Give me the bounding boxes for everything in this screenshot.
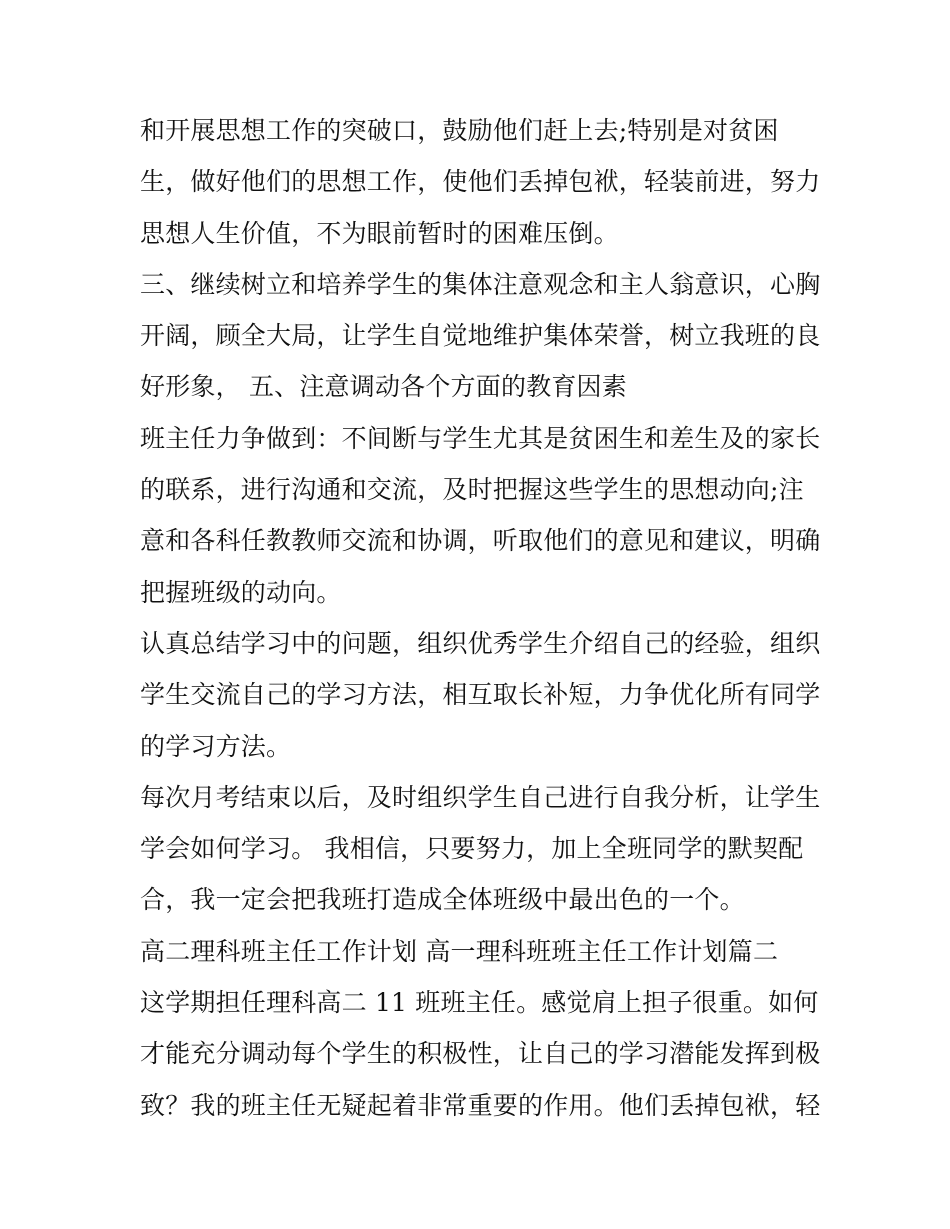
text-line: 把握班级的动向。: [140, 577, 342, 607]
text-line: 学生交流自己的学习方法，相互取长补短，力争优化所有同学: [140, 680, 821, 710]
text-line: 思想人生价值，不为眼前暂时的困难压倒。: [140, 218, 619, 248]
text-line: 每次月考结束以后，及时组织学生自己进行自我分析，让学生: [140, 782, 821, 812]
text-line: 的学习方法。: [140, 731, 292, 761]
text-line: 三、继续树立和培养学生的集体注意观念和主人翁意识，心胸: [140, 269, 821, 299]
text-line: 认真总结学习中的问题，组织优秀学生介绍自己的经验，组织: [140, 628, 821, 658]
text-line: 意和各科任教教师交流和协调，听取他们的意见和建议，明确: [140, 526, 821, 556]
text-line: 开阔，顾全大局，让学生自觉地维护集体荣誉，树立我班的良: [140, 321, 821, 351]
text-line: 才能充分调动每个学生的积极性，让自己的学习潜能发挥到极: [140, 1039, 821, 1069]
text-line: 生，做好他们的思想工作，使他们丢掉包袱，轻装前进，努力: [140, 167, 821, 197]
text-line: 好形象， 五、注意调动各个方面的教育因素: [140, 372, 627, 402]
text-line: 的联系，进行沟通和交流，及时把握这些学生的思想动向;注: [140, 475, 804, 505]
text-line: 合，我一定会把我班打造成全体班级中最出色的一个。: [140, 885, 745, 915]
body-text: [140, 108, 820, 1134]
text-line: 致？我的班主任无疑起着非常重要的作用。他们丢掉包袱，轻: [140, 1090, 821, 1120]
text-line: 和开展思想工作的突破口，鼓励他们赶上去;特别是对贫困: [140, 116, 779, 145]
text-line: 班主任力争做到：不间断与学生尤其是贫困生和差生及的家长: [140, 423, 821, 453]
text-line: 高二理科班主任工作计划 高一理科班班主任工作计划篇二: [140, 936, 779, 966]
text-line: 学会如何学习。 我相信，只要努力，加上全班同学的默契配: [140, 834, 804, 864]
text-line: 这学期担任理科高二 11 班班主任。感觉肩上担子很重。如何: [140, 988, 819, 1018]
